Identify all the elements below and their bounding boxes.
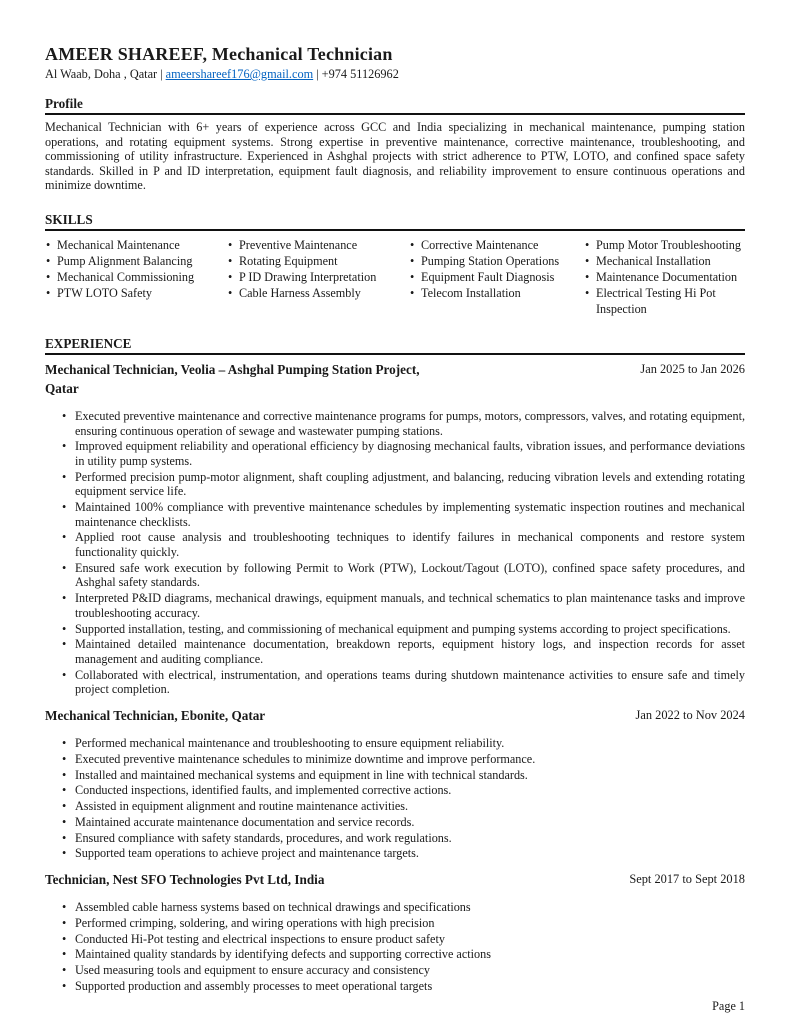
job-bullet: • Executed preventive maintenance schedules to minimize downtime and improve performance. xyxy=(75,752,745,767)
job-bullet: • Maintained accurate maintenance documentation and service records. xyxy=(75,815,745,830)
skill-item: • Preventive Maintenance xyxy=(227,237,409,253)
job-bullet-list xyxy=(45,736,745,861)
skill-item: • Corrective Maintenance xyxy=(409,237,584,253)
contact-location: Al Waab, Doha , Qatar xyxy=(45,67,158,81)
contact-phone: +974 51126962 xyxy=(321,67,399,81)
page-number: Page 1 xyxy=(712,998,745,1013)
email-link[interactable]: ameershareef176@gmail.com xyxy=(165,67,314,81)
skill-item: • Equipment Fault Diagnosis xyxy=(409,269,584,285)
skills-column xyxy=(584,237,745,317)
skill-item: • Mechanical Maintenance xyxy=(45,237,227,253)
job-bullet: • Maintained 100% compliance with preventive maintenance schedules by implementing systematic inspection routines and mechanical maintenance checklists. xyxy=(75,500,745,529)
contact-line xyxy=(45,67,745,82)
job-bullet: • Conducted inspections, identified faults, and implemented corrective actions. xyxy=(75,783,745,798)
job-bullet: • Maintained detailed maintenance documentation, breakdown reports, equipment history logs, and inspection records for asset management and auditing compliance. xyxy=(75,637,745,666)
skill-item: • Pumping Station Operations xyxy=(409,253,584,269)
contact-separator-1: | xyxy=(160,67,163,81)
job-bullet: • Ensured compliance with safety standards, procedures, and work regulations. xyxy=(75,831,745,846)
job-entry xyxy=(45,706,745,861)
job-header xyxy=(45,360,745,398)
skill-item: • Cable Harness Assembly xyxy=(227,285,409,301)
skill-item: • Pump Motor Troubleshooting xyxy=(584,237,745,253)
skill-item: • P ID Drawing Interpretation xyxy=(227,269,409,285)
job-bullet: • Used measuring tools and equipment to ensure accuracy and consistency xyxy=(75,963,745,978)
profile-heading: Profile xyxy=(45,96,745,115)
job-dates: Jan 2022 to Nov 2024 xyxy=(635,707,745,722)
job-bullet: • Performed mechanical maintenance and troubleshooting to ensure equipment reliability. xyxy=(75,736,745,751)
job-bullet-list xyxy=(45,900,745,994)
job-header xyxy=(45,706,745,725)
job-bullet-list xyxy=(45,409,745,697)
job-bullet: • Installed and maintained mechanical systems and equipment in line with technical standards. xyxy=(75,768,745,783)
job-bullet: • Conducted Hi-Pot testing and electrical inspections to ensure product safety xyxy=(75,932,745,947)
profile-summary: Mechanical Technician with 6+ years of experience across GCC and India specializing in mechanical maintenance, pumping station operations, and rotating equipment systems. Strong expertise in preventive maintenance, corrective maintenance, troubleshooting, and commissioning of utility infrastructure. Experienced in Ashghal projects with strict adherence to PTW, LOTO, and confined space safety standards. Skilled in P and ID interpretation, equipment fault diagnosis, and reliability improvement to ensure continuous operations and minimize downtime. xyxy=(45,120,745,193)
job-bullet: • Assembled cable harness systems based on technical drawings and specifications xyxy=(75,900,745,915)
skill-item: • Pump Alignment Balancing xyxy=(45,253,227,269)
job-entry xyxy=(45,360,745,697)
job-bullet: • Improved equipment reliability and operational efficiency by diagnosing mechanical faults, vibration issues, and performance deviations in utility pump systems. xyxy=(75,439,745,468)
job-title: Mechanical Technician, Ebonite, Qatar xyxy=(45,707,266,723)
skill-item: • Maintenance Documentation xyxy=(584,269,745,285)
job-title: Mechanical Technician, Veolia – Ashghal Pumping Station Project, Qatar xyxy=(45,361,420,396)
job-bullet: • Performed precision pump-motor alignment, shaft coupling adjustment, and balancing, reducing vibration levels and extending rotating equipment service life. xyxy=(75,470,745,499)
candidate-name: AMEER SHAREEF, Mechanical Technician xyxy=(45,44,393,64)
job-bullet: • Executed preventive maintenance and corrective maintenance programs for pumps, motors, compressors, valves, and rotating equipment, ensuring continuous operation of sewage and wastewater pumping stations. xyxy=(75,409,745,438)
skill-item: • Rotating Equipment xyxy=(227,253,409,269)
skills-grid xyxy=(45,237,745,317)
job-bullet: • Assisted in equipment alignment and routine maintenance activities. xyxy=(75,799,745,814)
skills-heading: SKILLS xyxy=(45,212,745,231)
skill-item: • Mechanical Installation xyxy=(584,253,745,269)
job-entry xyxy=(45,870,745,994)
job-bullet: • Ensured safe work execution by following Permit to Work (PTW), Lockout/Tagout (LOTO), confined space safety procedures, and Ashghal safety standards. xyxy=(75,561,745,590)
experience-heading: EXPERIENCE xyxy=(45,336,745,355)
job-bullet: • Maintained quality standards by identifying defects and supporting corrective actions xyxy=(75,947,745,962)
job-title: Technician, Nest SFO Technologies Pvt Ltd, India xyxy=(45,872,325,887)
job-bullet: • Collaborated with electrical, instrumentation, and operations teams during shutdown maintenance activities to ensure safe and timely project completion. xyxy=(75,668,745,697)
job-bullet: • Applied root cause analysis and troubleshooting techniques to identify failures in mechanical components and restore system functionality quickly. xyxy=(75,530,745,559)
job-bullet: • Supported production and assembly processes to meet operational targets xyxy=(75,979,745,994)
job-bullet: • Interpreted P&ID diagrams, mechanical drawings, equipment manuals, and technical schematics to plan maintenance tasks and improve troubleshooting accuracy. xyxy=(75,591,745,620)
skill-item: • Electrical Testing Hi Pot Inspection xyxy=(584,285,745,317)
contact-separator-2: | xyxy=(316,67,319,81)
experience-jobs xyxy=(45,360,745,994)
job-bullet: • Supported installation, testing, and commissioning of mechanical equipment and pumping systems according to project specifications. xyxy=(75,622,745,637)
skills-column xyxy=(227,237,409,317)
job-header xyxy=(45,870,745,889)
job-dates: Sept 2017 to Sept 2018 xyxy=(629,872,745,886)
skills-column xyxy=(45,237,227,317)
skill-item: • Mechanical Commissioning xyxy=(45,269,227,285)
skills-column xyxy=(409,237,584,317)
job-dates: Jan 2025 to Jan 2026 xyxy=(640,361,745,376)
skill-item: • Telecom Installation xyxy=(409,285,584,301)
skill-item: • PTW LOTO Safety xyxy=(45,285,227,301)
job-bullet: • Performed crimping, soldering, and wiring operations with high precision xyxy=(75,916,745,931)
job-bullet: • Supported team operations to achieve project and maintenance targets. xyxy=(75,846,745,861)
